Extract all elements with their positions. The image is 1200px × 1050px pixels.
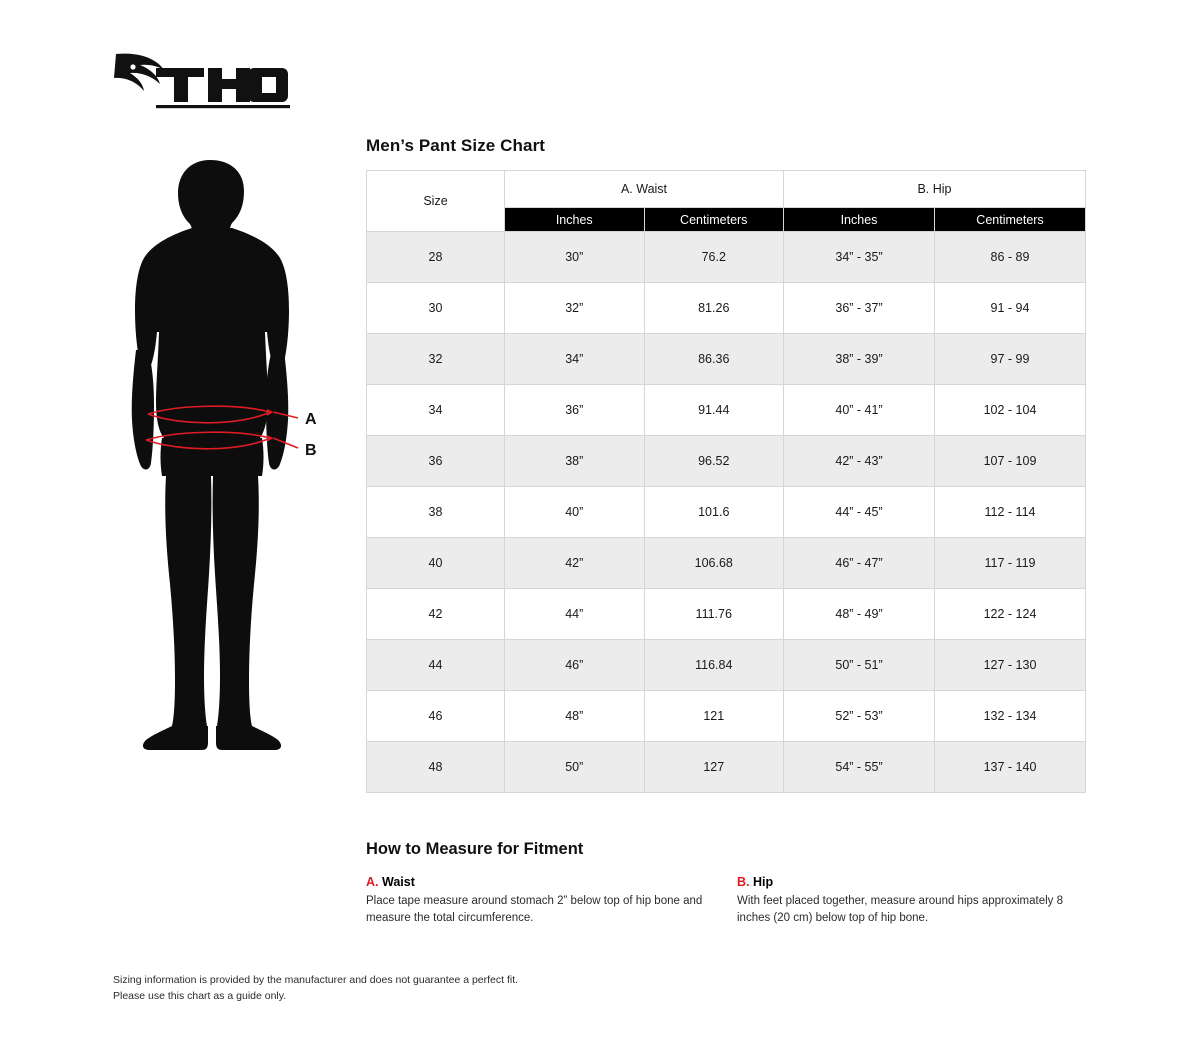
- cell-waist-centimeters: 91.44: [644, 385, 784, 436]
- cell-size: 42: [367, 589, 505, 640]
- cell-waist-inches: 40”: [505, 487, 645, 538]
- hip-letter: B.: [737, 875, 750, 889]
- cell-waist-centimeters: 111.76: [644, 589, 784, 640]
- cell-waist-inches: 32”: [505, 283, 645, 334]
- how-to-measure-section: [366, 840, 1096, 926]
- cell-size: 46: [367, 691, 505, 742]
- waist-description: Place tape measure around stomach 2” below top of hip bone and measure the total circumference.: [366, 895, 703, 924]
- cell-hip-inches: 36” - 37”: [784, 283, 935, 334]
- cell-hip-inches: 50” - 51”: [784, 640, 935, 691]
- cell-size: 38: [367, 487, 505, 538]
- cell-hip-inches: 54” - 55”: [784, 742, 935, 793]
- cell-hip-centimeters: 107 - 109: [935, 436, 1086, 487]
- cell-waist-centimeters: 106.68: [644, 538, 784, 589]
- figure-label-b: B: [305, 442, 317, 459]
- cell-hip-inches: 40” - 41”: [784, 385, 935, 436]
- cell-hip-centimeters: 97 - 99: [935, 334, 1086, 385]
- how-to-measure-waist: [366, 875, 725, 926]
- table-row: [367, 232, 1086, 283]
- cell-waist-centimeters: 127: [644, 742, 784, 793]
- body-silhouette-icon: [110, 150, 340, 770]
- how-to-measure-waist-heading: [366, 875, 725, 889]
- cell-waist-inches: 36”: [505, 385, 645, 436]
- cell-hip-centimeters: 127 - 130: [935, 640, 1086, 691]
- cell-hip-inches: 38” - 39”: [784, 334, 935, 385]
- thor-logo: [112, 50, 292, 110]
- size-chart-table: [366, 170, 1086, 793]
- cell-hip-centimeters: 132 - 134: [935, 691, 1086, 742]
- header-size: Size: [367, 171, 505, 232]
- table-row: [367, 691, 1086, 742]
- cell-hip-inches: 42” - 43”: [784, 436, 935, 487]
- cell-waist-centimeters: 116.84: [644, 640, 784, 691]
- cell-waist-centimeters: 121: [644, 691, 784, 742]
- figure-label-a: A: [305, 411, 317, 428]
- thor-logo-mark: [112, 50, 292, 110]
- waist-name: Waist: [381, 875, 415, 889]
- disclaimer: [113, 972, 518, 1005]
- cell-hip-inches: 34” - 35”: [784, 232, 935, 283]
- table-row: [367, 385, 1086, 436]
- cell-waist-centimeters: 81.26: [644, 283, 784, 334]
- header-waist-inches: Inches: [505, 208, 645, 232]
- table-row: [367, 487, 1086, 538]
- cell-hip-centimeters: 102 - 104: [935, 385, 1086, 436]
- header-group-hip: B. Hip: [784, 171, 1086, 208]
- cell-hip-centimeters: 137 - 140: [935, 742, 1086, 793]
- hip-description: With feet placed together, measure around hips approximately 8 inches (20 cm) below top of hip bone.: [737, 895, 1064, 924]
- cell-hip-centimeters: 86 - 89: [935, 232, 1086, 283]
- cell-size: 32: [367, 334, 505, 385]
- table-row: [367, 742, 1086, 793]
- table-row: [367, 589, 1086, 640]
- cell-size: 40: [367, 538, 505, 589]
- header-waist-centimeters: Centimeters: [644, 208, 784, 232]
- cell-hip-centimeters: 117 - 119: [935, 538, 1086, 589]
- cell-waist-inches: 38”: [505, 436, 645, 487]
- how-to-measure-hip-heading: [737, 875, 1096, 889]
- table-row: [367, 283, 1086, 334]
- cell-waist-centimeters: 101.6: [644, 487, 784, 538]
- cell-waist-inches: 50”: [505, 742, 645, 793]
- table-head: [367, 171, 1086, 232]
- cell-waist-inches: 46”: [505, 640, 645, 691]
- cell-hip-inches: 48” - 49”: [784, 589, 935, 640]
- cell-hip-centimeters: 91 - 94: [935, 283, 1086, 334]
- cell-size: 36: [367, 436, 505, 487]
- page-title: Men’s Pant Size Chart: [366, 136, 546, 155]
- how-to-measure-title: How to Measure for Fitment: [366, 840, 584, 858]
- hip-name: Hip: [752, 875, 774, 889]
- cell-waist-inches: 44”: [505, 589, 645, 640]
- cell-size: 30: [367, 283, 505, 334]
- how-to-measure-hip: [725, 875, 1096, 926]
- disclaimer-line-1: Sizing information is provided by the manufacturer and does not guarantee a perfect fit.: [113, 974, 519, 986]
- table-row: [367, 538, 1086, 589]
- body-figure: [110, 150, 340, 770]
- table-body: [367, 232, 1086, 793]
- table-row: [367, 640, 1086, 691]
- size-chart-section: [366, 136, 1086, 793]
- cell-hip-inches: 44” - 45”: [784, 487, 935, 538]
- cell-hip-inches: 46” - 47”: [784, 538, 935, 589]
- cell-waist-centimeters: 76.2: [644, 232, 784, 283]
- cell-waist-centimeters: 96.52: [644, 436, 784, 487]
- waist-letter: A.: [366, 875, 379, 889]
- cell-size: 34: [367, 385, 505, 436]
- table-row: [367, 436, 1086, 487]
- cell-waist-inches: 48”: [505, 691, 645, 742]
- header-hip-inches: Inches: [784, 208, 935, 232]
- header-group-waist: A. Waist: [505, 171, 784, 208]
- cell-waist-inches: 34”: [505, 334, 645, 385]
- disclaimer-line-2: Please use this chart as a guide only.: [113, 990, 287, 1003]
- cell-waist-centimeters: 86.36: [644, 334, 784, 385]
- table-row: [367, 334, 1086, 385]
- cell-waist-inches: 30”: [505, 232, 645, 283]
- cell-size: 48: [367, 742, 505, 793]
- cell-hip-inches: 52” - 53”: [784, 691, 935, 742]
- cell-hip-centimeters: 122 - 124: [935, 589, 1086, 640]
- cell-size: 28: [367, 232, 505, 283]
- cell-waist-inches: 42”: [505, 538, 645, 589]
- cell-hip-centimeters: 112 - 114: [935, 487, 1086, 538]
- cell-size: 44: [367, 640, 505, 691]
- header-hip-centimeters: Centimeters: [935, 208, 1086, 232]
